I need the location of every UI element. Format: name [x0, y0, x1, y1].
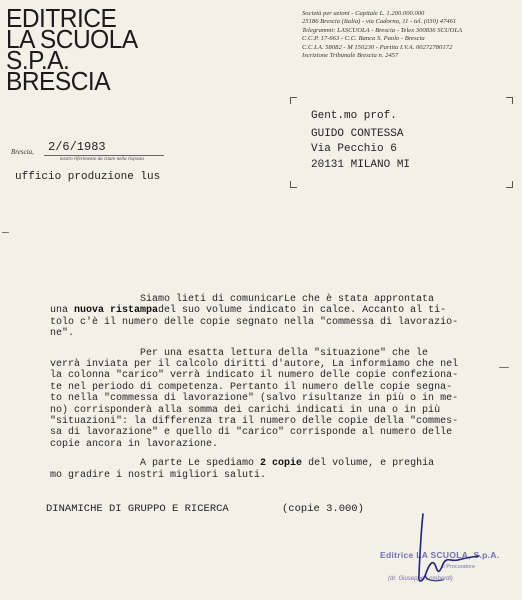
address-corner-mark — [506, 181, 513, 188]
handwritten-signature — [403, 512, 483, 592]
address-corner-mark — [506, 97, 513, 104]
reference-note: nostro riferimento da citare nella risposta — [60, 157, 144, 162]
body-line: te nel periodo di competenza. Pertanto il numero delle copie segna- — [50, 381, 453, 393]
logo-line: BRESCIA — [6, 67, 111, 97]
body-text: del volume, e preghia — [302, 458, 435, 470]
address-corner-mark — [290, 97, 297, 104]
body-line — [50, 305, 495, 316]
copies-count: (copie 3.000) — [282, 503, 364, 515]
body-line: copie ancora in lavorazione. — [50, 438, 219, 450]
recipient-city: 20131 MILANO MI — [311, 158, 411, 171]
stamp-person: (dr. Giuseppe Lombardi) — [388, 576, 453, 582]
recipient-name: GUIDO CONTESSA — [311, 127, 404, 140]
body-line: Siamo lieti di comunicarLe che è stata approntata — [50, 294, 435, 305]
fold-mark — [2, 232, 9, 233]
body-line: Per una esatta lettura della "situazione" che le — [50, 347, 429, 359]
office-reference: ufficio produzione lus — [15, 171, 161, 183]
highlight-copies: 2 copie — [260, 458, 303, 470]
margin-mark — [499, 367, 509, 368]
body-text: A parte Le spediamo — [50, 458, 261, 470]
company-details — [302, 10, 518, 60]
paragraph-1 — [50, 294, 495, 340]
company-line: C.C.P. 17-663 - C.C. Banca S. Paolo - Brescia — [302, 35, 425, 43]
body-line: mo gradire i nostri migliori saluti. — [50, 469, 267, 481]
letter-date: 2/6/1983 — [48, 140, 106, 154]
body-line: no) corrisponderà alla somma dei carichi indicati in una o in più — [50, 404, 441, 416]
body-text: una — [50, 305, 75, 317]
highlight-new-reprint: nuova ristampa — [74, 305, 159, 317]
body-line: verrà inviata per il calcolo diritti d'autore, La informiamo che nel — [50, 359, 459, 371]
body-line: "situazioni": la differenza tra il numero delle copie della "commes- — [50, 416, 459, 428]
body-line — [50, 458, 495, 469]
book-title: DINAMICHE DI GRUPPO E RICERCA — [46, 503, 229, 515]
letter-body — [50, 294, 495, 489]
company-line: Società per azioni - Capitale L. 1.200.000.000 — [302, 10, 425, 17]
body-line: tolo c'è il numero delle copie segnato nella "commessa di lavorazio- — [50, 316, 459, 328]
company-line: C.C.I.A. 58082 - M 150230 - Partita I.V.A. 00272780172 — [302, 43, 453, 51]
place-label: Brescia, — [11, 148, 34, 156]
publisher-logo — [6, 4, 206, 97]
address-corner-mark — [290, 181, 297, 188]
body-line: la colonna "carico" verrà indicato il numero delle copie confeziona- — [50, 370, 459, 382]
stamp-company: Editrice LA SCUOLA, S.p.A. — [380, 550, 500, 560]
logo-line: S.P.A. — [6, 46, 70, 76]
paragraph-2 — [50, 348, 495, 451]
stamp-role: Il Procuratore — [442, 564, 476, 570]
recipient-salutation: Gent.mo prof. — [311, 110, 397, 122]
company-line: 25186 Brescia (Italia) - via Cadorna, 11 - tel. (030) 47461 — [302, 18, 457, 26]
body-line: ne". — [50, 328, 75, 340]
recipient-street: Via Pecchio 6 — [311, 143, 397, 155]
paragraph-3 — [50, 458, 495, 481]
body-line: to nella "commessa di lavorazione" (salvo risultanze in più o in me- — [50, 393, 459, 405]
logo-line: EDITRICE — [6, 4, 117, 34]
company-line: Telegrammi: LASCUOLA - Brescia - Telex 300836 SCUOLA — [302, 26, 463, 34]
body-text: del suo volume indicato in calce. Accanto al ti- — [158, 305, 447, 317]
recipient-address — [311, 109, 410, 173]
logo-line: LA SCUOLA — [6, 25, 138, 55]
company-line: Iscrizione Tribunale Brescia n. 2457 — [302, 52, 399, 60]
body-line: sa di lavorazione" e quello di "carico" corrisponde al numero delle — [50, 427, 453, 439]
date-underline — [44, 155, 164, 156]
